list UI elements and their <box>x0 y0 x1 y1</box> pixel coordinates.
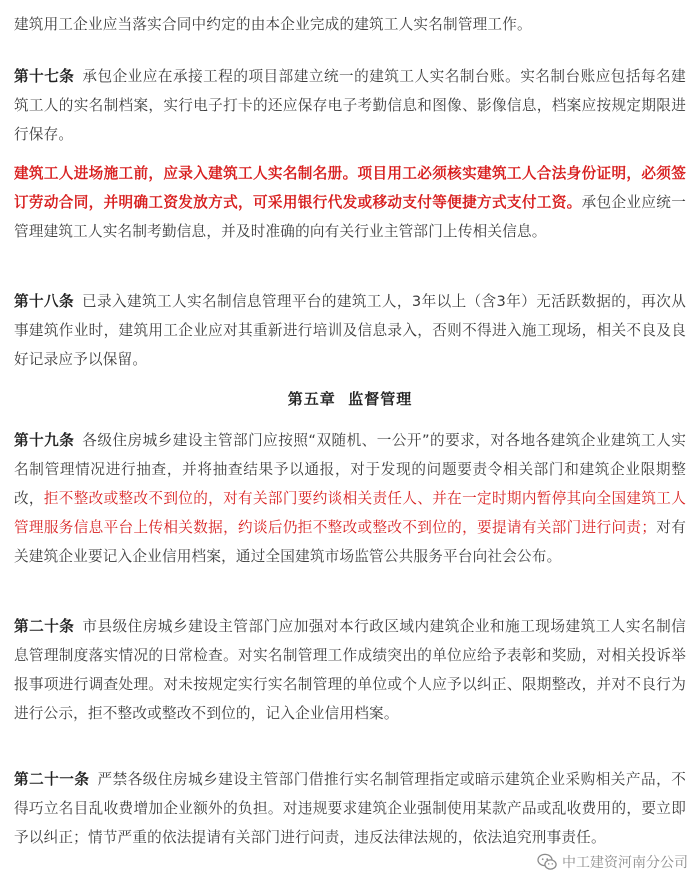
chapter-title: 第五章 监督管理 <box>287 390 413 408</box>
article-text: 严禁各级住房城乡建设主管部门借推行实名制管理指定或暗示建筑企业采购相关产品，不得巧立名目乱收费增加企业额外的负担。对违规要求建筑企业强制使用某款产品或乱收费用的，要立即予以纠正；情节严重的依法提请有关部门进行问责，违反法律法规的，依法追究刑事责任。 <box>14 771 686 846</box>
article-text: 承包企业应在承接工程的项目部建立统一的建筑工人实名制台账。实名制台账应包括每名建筑工人的实名制档案，实行电子打卡的还应保存电子考勤信息和图像、影像信息，档案应按规定期限进行保存。 <box>14 68 686 143</box>
article-20 <box>0 612 700 728</box>
article-text-tail: 对有关建筑企业要记入企业信用档案，通过全国建筑市场监管公共服务平台向社会公布。 <box>14 519 686 565</box>
article-text: 已录入建筑工人实名制信息管理平台的建筑工人，3年以上（含3年）无活跃数据的，再次从事建筑作业时，建筑用工企业应对其重新进行培训及信息录入，否则不得进入施工现场，相关不良及良好记录应予以保留。 <box>14 293 686 368</box>
article-number: 第二十条 <box>14 618 75 635</box>
wechat-icon <box>537 853 557 871</box>
highlighted-text: 拒不整改或整改不到位的，对有关部门要约谈相关责任人、并在一定时期内暂停其向全国建筑工人管理服务信息平台上传相关数据，约谈后仍拒不整改或整改不到位的，要提请有关部门进行问责； <box>14 490 686 536</box>
watermark <box>533 850 692 874</box>
article-21 <box>0 765 700 852</box>
article-19 <box>0 426 700 571</box>
highlighted-text: 建筑工人进场施工前，应录入建筑工人实名制名册。项目用工必须核实建筑工人合法身份证明，必须签订劳动合同，并明确工资发放方式，可采用银行代发或移动支付等便捷方式支付工资。 <box>14 165 686 211</box>
article-number: 第十八条 <box>14 293 74 310</box>
paragraph-worker-entry <box>0 159 700 246</box>
paragraph-text: 建筑用工企业应当落实合同中约定的由本企业完成的建筑工人实名制管理工作。 <box>14 16 532 33</box>
article-18 <box>0 287 700 374</box>
article-text: 市县级住房城乡建设主管部门应加强对本行政区域内建筑企业和施工现场建筑工人实名制信息管理制度落实情况的日常检查。对实名制管理工作成绩突出的单位应给予表彰和奖励，对相关投诉举报事项进行调查处理。对未按规定实行实名制管理的单位或个人应予以纠正、限期整改，并对不良行为进行公示，拒不整改或整改不到位的，记入企业信用档案。 <box>14 618 686 722</box>
paragraph-text: 承包企业应统一管理建筑工人实名制考勤信息，并及时准确的向有关行业主管部门上传相关信息。 <box>14 194 686 240</box>
watermark-text: 中工建资河南分公司 <box>562 855 688 871</box>
article-number: 第十九条 <box>14 432 75 449</box>
article-number: 第二十一条 <box>14 771 90 788</box>
chapter-heading <box>0 385 700 414</box>
article-text: 各级住房城乡建设主管部门应按照“双随机、一公开”的要求，对各地各建筑企业建筑工人实名制管理情况进行抽查，并将抽查结果予以通报，对于发现的问题要责令相关部门和建筑企业限期整改， <box>14 432 686 507</box>
article-17 <box>0 62 700 149</box>
article-number: 第十七条 <box>14 68 75 85</box>
paragraph-intro <box>0 10 700 39</box>
